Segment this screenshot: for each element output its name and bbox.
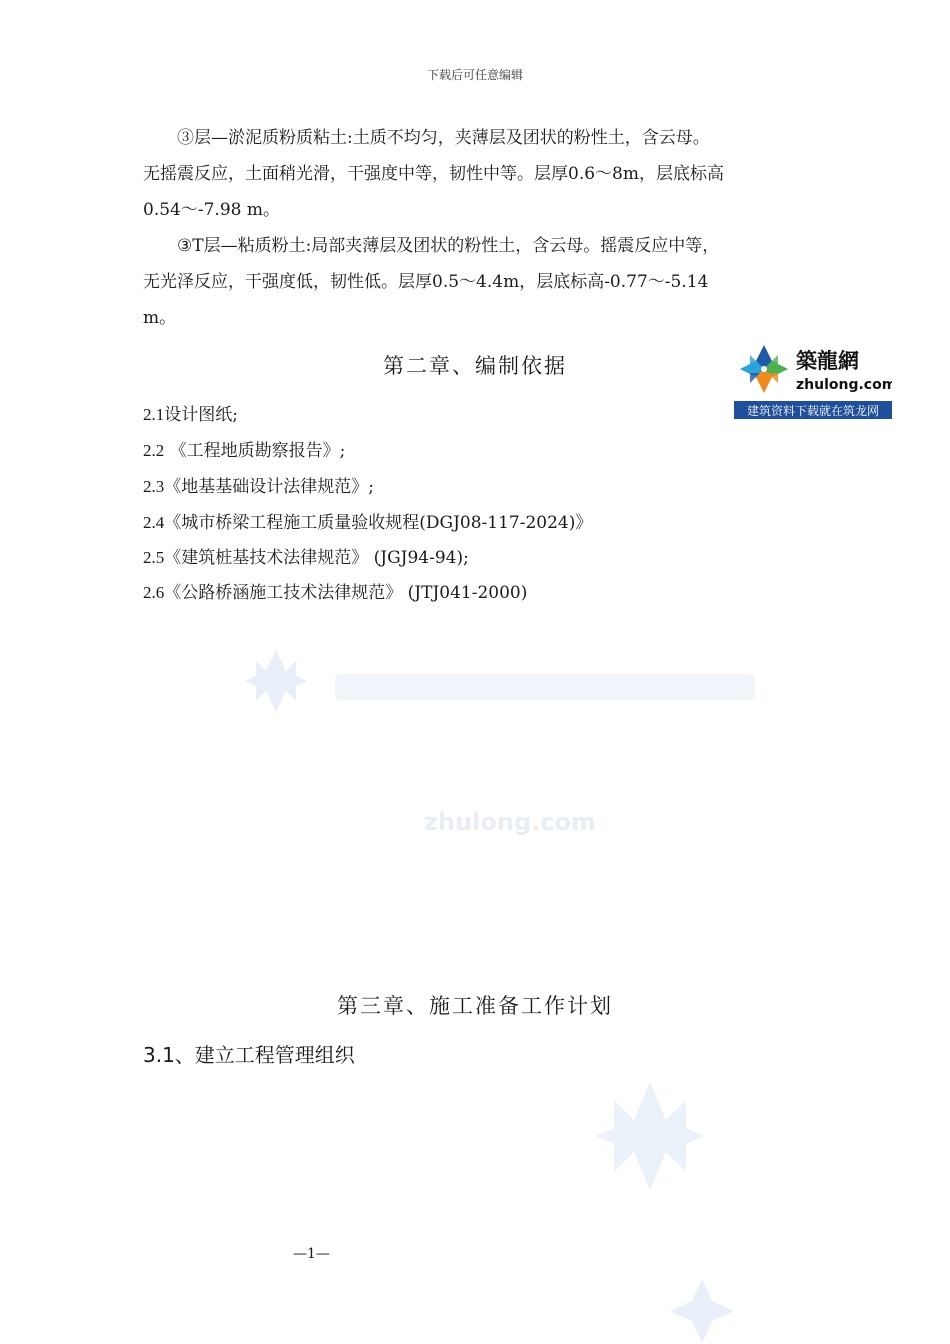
reference-item: 2.3《地基基础设计法律规范》; [143, 477, 374, 497]
watermark-flower-icon [594, 1080, 706, 1192]
reference-item: 2.2 《工程地质勘察报告》; [143, 441, 346, 461]
logo-domain: zhulong.com [796, 377, 892, 393]
paragraph-layer-3t [143, 228, 808, 336]
zhulong-logo [734, 341, 892, 419]
para-line: 无光泽反应，干强度低，韧性低。层厚0.5～4.4m，层底标高-0.77～-5.14 [143, 272, 709, 292]
reference-item: 2.6《公路桥涵施工技术法律规范》 (JTJ041-2000) [143, 583, 528, 603]
chapter-2-title: 第二章、编制依据 [383, 354, 567, 378]
para-line: m。 [143, 308, 177, 328]
paragraph-layer-3 [143, 120, 808, 228]
watermark-text: zhulong.com [424, 808, 596, 836]
logo-slogan: 建筑资料下载就在筑龙网 [746, 404, 880, 418]
reference-item: 2.1设计图纸; [143, 405, 238, 425]
section-3-1-title: 3.1、建立工程管理组织 [143, 1043, 355, 1067]
page-header: 下载后可任意编辑 [426, 68, 523, 82]
zhulong-logo-graphic [734, 341, 892, 419]
para-line: ③T层—粘质粉土:局部夹薄层及团状的粉性土，含云母。摇震反应中等， [177, 236, 720, 256]
logo-name: 築龍網 [796, 349, 859, 373]
chapter-3-title: 第三章、施工准备工作计划 [337, 994, 613, 1018]
watermark-flower-icon [243, 648, 309, 714]
page-number: —1— [293, 1246, 330, 1262]
reference-item: 2.5《建筑桩基技术法律规范》 (JGJ94-94); [143, 548, 469, 568]
para-line: ③层—淤泥质粉质粘土:土质不均匀，夹薄层及团状的粉性土，含云母。 [177, 128, 710, 148]
para-line: 无摇震反应，土面稍光滑，干强度中等，韧性中等。层厚0.6～8m，层底标高 [143, 164, 724, 184]
watermark-flower-icon [668, 1278, 736, 1344]
reference-item: 2.4《城市桥梁工程施工质量验收规程(DGJ08-117-2024)》 [143, 513, 593, 533]
para-line: 0.54～-7.98 m。 [143, 200, 280, 220]
watermark-band [335, 668, 755, 708]
